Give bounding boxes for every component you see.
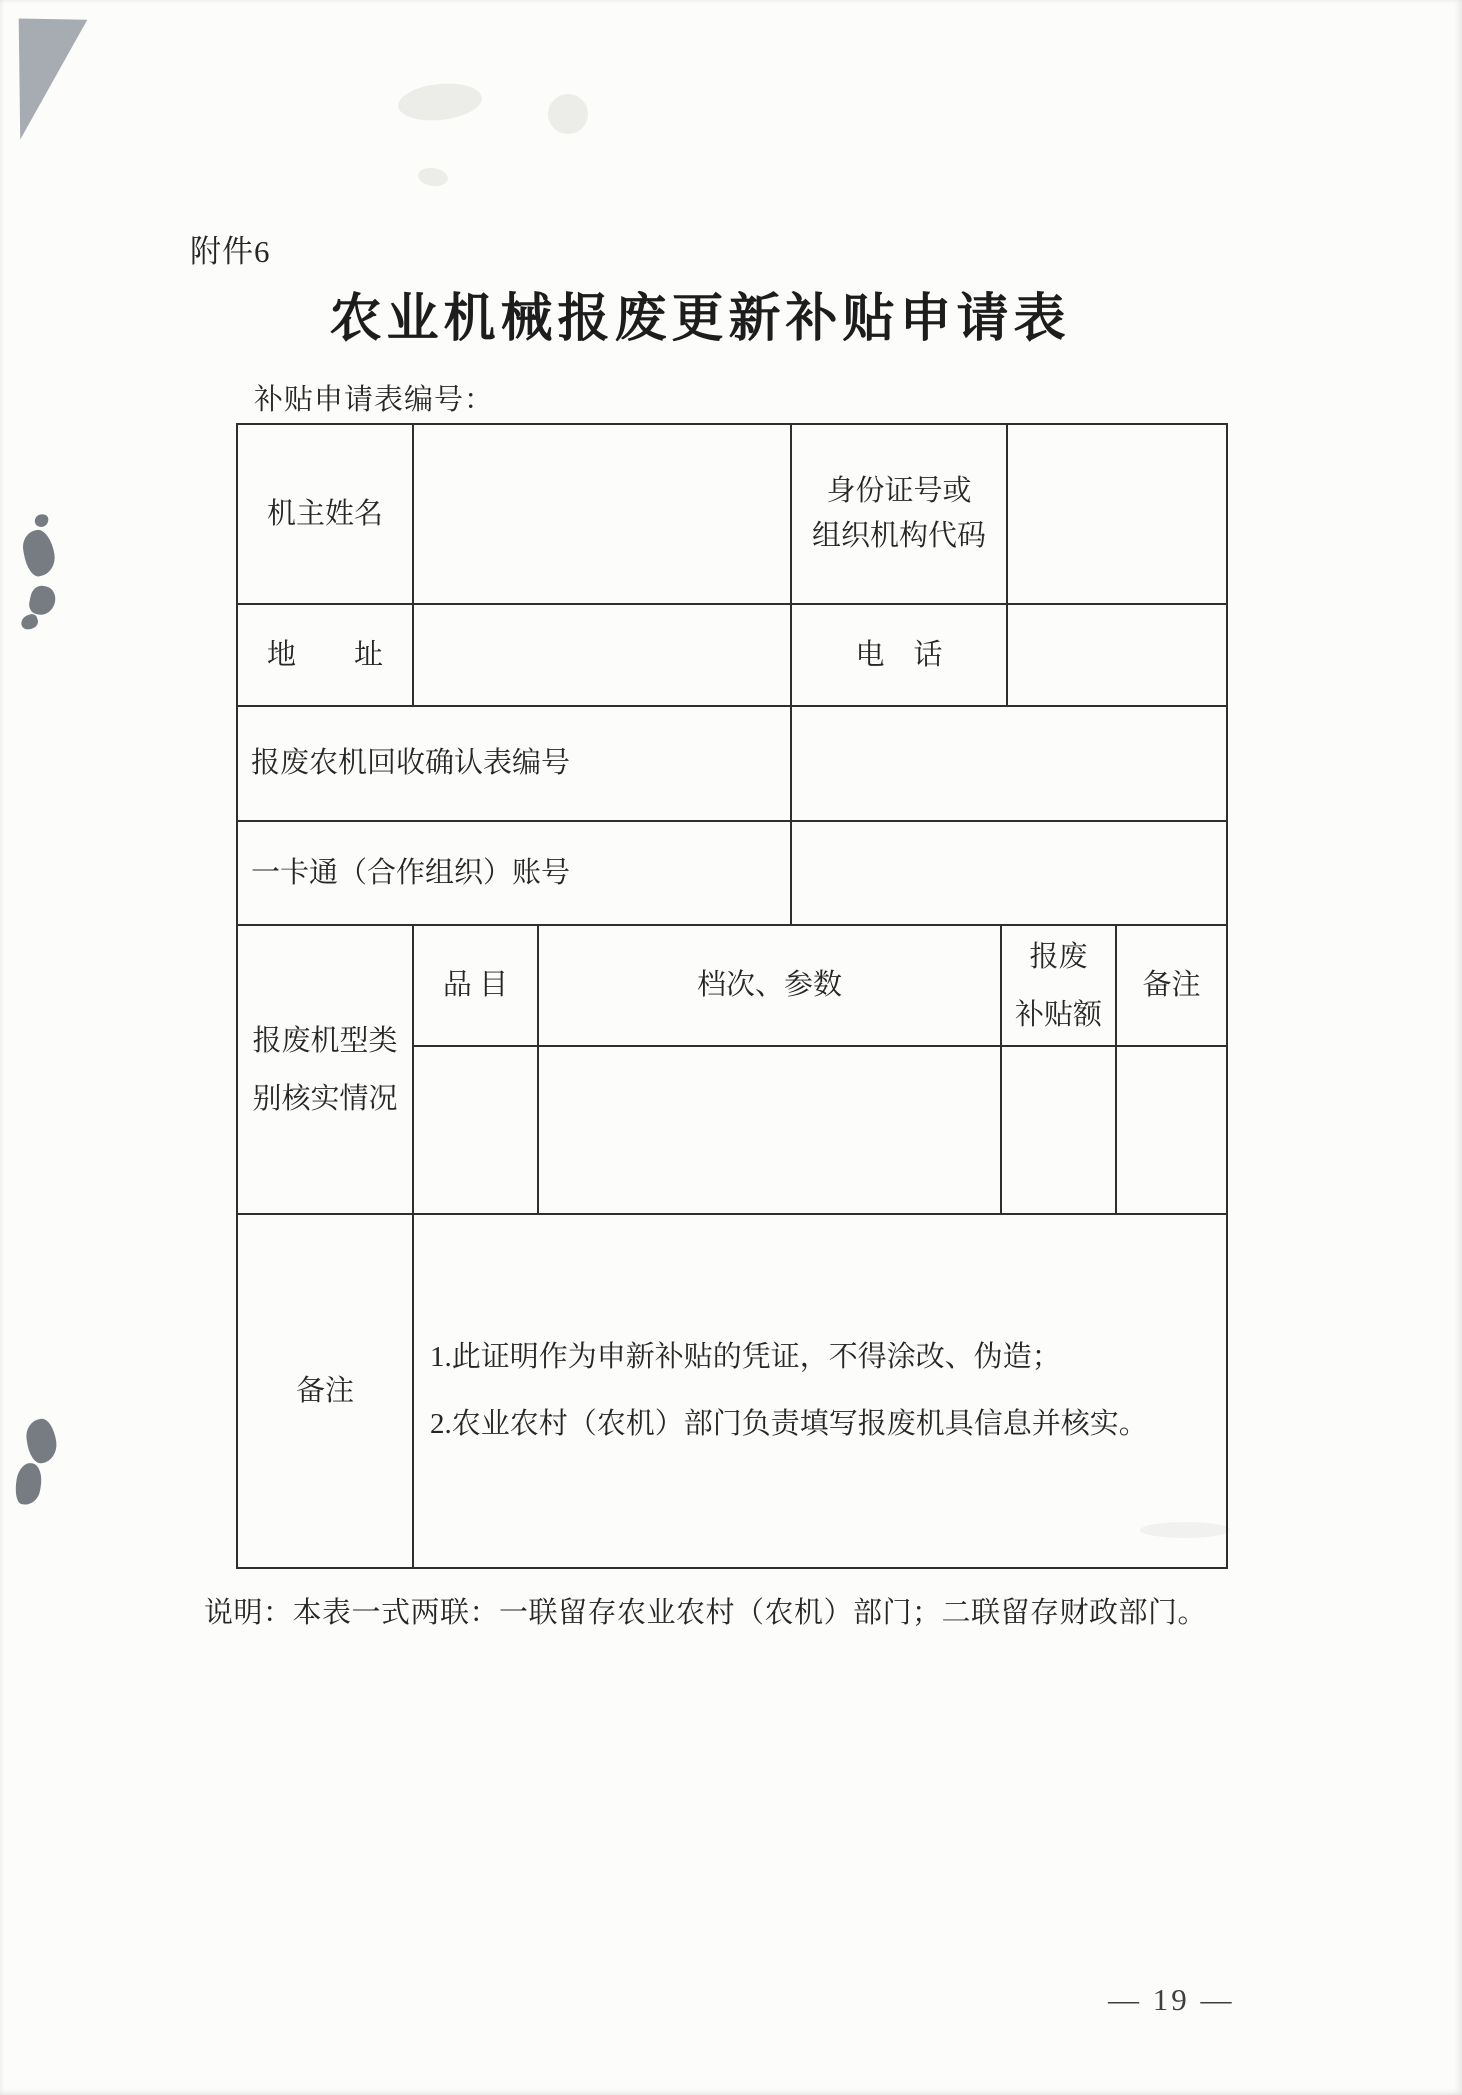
scan-smudge <box>13 1461 45 1507</box>
item-category-header: 品 目 <box>414 926 539 1047</box>
remark-header: 备注 <box>1117 926 1226 1047</box>
yikatong-account-value-cell <box>792 822 1226 926</box>
footer-note: 说明：本表一式两联：一联留存农业农村（农机）部门；二联留存财政部门。 <box>204 1597 1208 1629</box>
scrap-subsidy-amount-header <box>1002 926 1117 1047</box>
remarks-label: 备注 <box>238 1215 414 1567</box>
address-value-cell <box>414 605 792 707</box>
scan-smudge <box>33 512 49 528</box>
yikatong-account-label: 一卡通（合作组织）账号 <box>238 822 792 926</box>
scan-smudge <box>19 613 40 632</box>
form-number-label: 补贴申请表编号： <box>254 384 495 416</box>
recycle-confirmation-number-label: 报废农机回收确认表编号 <box>238 707 792 822</box>
id-or-org-code-label-line1: 身份证号或 <box>826 475 972 508</box>
scan-faint-smudge <box>548 94 588 134</box>
scan-faint-smudge <box>417 166 449 188</box>
page-number: — 19 — <box>1108 1982 1235 2017</box>
grade-parameters-value-cell <box>539 1047 1002 1215</box>
scrap-subsidy-amount-header-line1: 报废 <box>1029 940 1088 973</box>
scrap-model-verification-label-line1: 报废机型类 <box>252 1024 398 1057</box>
attachment-label: 附件6 <box>190 234 271 269</box>
scrap-model-verification-label-line2: 别核实情况 <box>252 1082 398 1115</box>
scan-artifact-corner-triangle <box>14 16 92 142</box>
scrap-subsidy-amount-value-cell <box>1002 1047 1117 1215</box>
grade-parameters-header: 档次、参数 <box>539 926 1002 1047</box>
address-label: 地 址 <box>238 605 414 707</box>
scrap-subsidy-amount-header-line2: 补贴额 <box>1014 998 1102 1031</box>
owner-name-label: 机主姓名 <box>238 425 414 605</box>
remarks-note-1: 1.此证明作为申新补贴的凭证，不得涂改、伪造； <box>430 1341 1061 1374</box>
remarks-notes <box>414 1215 1226 1567</box>
id-or-org-code-label-line2: 组织机构代码 <box>811 520 986 552</box>
recycle-confirmation-number-value-cell <box>792 707 1226 822</box>
scan-smudge <box>24 1417 59 1465</box>
scan-smudge <box>20 528 58 579</box>
scrap-model-verification-label <box>238 926 414 1215</box>
form-title: 农业机械报废更新补贴申请表 <box>329 291 1071 348</box>
phone-value-cell <box>1008 605 1226 707</box>
application-table <box>236 423 1228 1569</box>
item-category-value-cell <box>414 1047 539 1215</box>
phone-label: 电 话 <box>792 605 1008 707</box>
scan-smudge <box>27 584 57 618</box>
remark-value-cell <box>1117 1047 1226 1215</box>
id-or-org-code-label <box>792 425 1008 605</box>
remarks-note-2: 2.农业农村（农机）部门负责填写报废机具信息并核实。 <box>430 1408 1148 1440</box>
owner-name-value-cell <box>414 425 792 605</box>
id-or-org-code-value-cell <box>1008 425 1226 605</box>
scan-faint-smudge <box>396 80 483 125</box>
